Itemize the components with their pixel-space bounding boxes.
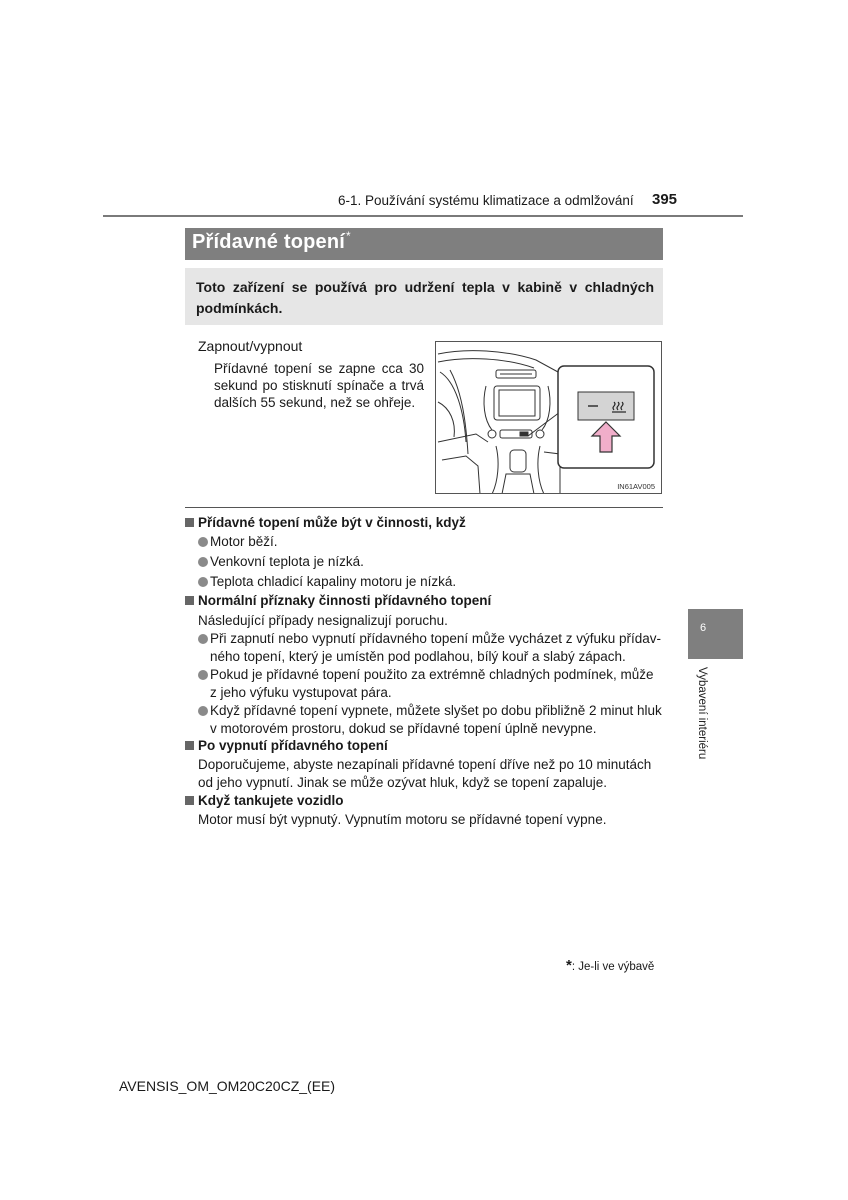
list-item xyxy=(198,702,664,738)
header-section-title: 6-1. Používání systému klimatizace a odmlžování xyxy=(338,193,634,208)
section-intro: Následující případy nesignalizují poruchu. xyxy=(198,613,448,628)
chapter-number: 6 xyxy=(700,622,707,634)
square-bullet-icon xyxy=(185,741,194,750)
chapter-label: Vybavení interiéru xyxy=(696,667,708,760)
title-bar xyxy=(185,228,663,260)
list-item-text: Venkovní teplota je nízká. xyxy=(210,554,364,569)
circle-bullet-icon xyxy=(198,634,208,644)
on-off-heading: Zapnout/vypnout xyxy=(198,338,303,354)
list-item-text: Když přídavné topení vypnete, můžete slyšet po dobu přibližně 2 minut hluk v motorovém prostoru, dokud se přídavné topení úplně nevypne. xyxy=(210,703,662,736)
list-item xyxy=(198,666,664,702)
page-number: 395 xyxy=(652,191,678,208)
list-item-text: Pokud je přídavné topení použito za extrémně chladných podmínek, může z jeho výfuku vystupovat pára. xyxy=(210,667,654,700)
page-title xyxy=(192,231,351,254)
chapter-tab xyxy=(688,609,743,659)
section-body: Doporučujeme, abyste nezapínali přídavné topení dříve než po 10 minutách od jeho vypnutí. Jinak se může ozývat hluk, když se topení zapaluje. xyxy=(198,757,652,790)
dashboard-drawing xyxy=(436,342,662,494)
circle-bullet-icon xyxy=(198,577,208,587)
document-code: AVENSIS_OM_OM20C20CZ_(EE) xyxy=(119,1078,336,1094)
list-item xyxy=(198,553,664,571)
section-divider xyxy=(185,507,663,508)
circle-bullet-icon xyxy=(198,537,208,547)
section-heading-refuel xyxy=(185,793,344,808)
list-item-text: Motor běží. xyxy=(210,534,278,549)
dashboard-illustration xyxy=(435,341,662,494)
footnote xyxy=(566,957,654,974)
list-item xyxy=(198,630,664,666)
section-title: Normální příznaky činnosti přídavného topení xyxy=(198,593,492,608)
list-item-text: Při zapnutí nebo vypnutí přídavného topení může vycházet z výfuku přídav-ného topení, který je umístěn pod podlahou, bílý kouř a slabý zápach. xyxy=(210,631,662,664)
section-heading-active xyxy=(185,515,466,530)
circle-bullet-icon xyxy=(198,706,208,716)
page-title-text: Přídavné topení xyxy=(192,231,346,253)
header-divider xyxy=(103,215,743,217)
square-bullet-icon xyxy=(185,518,194,527)
list-item xyxy=(198,573,664,591)
section-title: Přídavné topení může být v činnosti, když xyxy=(198,515,466,530)
on-off-description: Přídavné topení se zapne cca 30 sekund po stisknutí spínače a trvá dalších 55 sekund, než se ohřeje. xyxy=(214,361,424,410)
section-title: Po vypnutí přídavného topení xyxy=(198,738,388,753)
list-item-text: Teplota chladicí kapaliny motoru je nízká. xyxy=(210,574,457,589)
circle-bullet-icon xyxy=(198,557,208,567)
intro-box xyxy=(185,268,663,325)
footnote-text: : Je-li ve výbavě xyxy=(571,961,655,973)
list-item xyxy=(198,533,664,551)
circle-bullet-icon xyxy=(198,670,208,680)
intro-text: Toto zařízení se používá pro udržení tepla v kabině v chladných podmínkách. xyxy=(196,279,654,316)
section-heading-after-off xyxy=(185,738,388,753)
title-footnote-marker: * xyxy=(346,229,351,243)
section-title: Když tankujete vozidlo xyxy=(198,793,344,808)
square-bullet-icon xyxy=(185,796,194,805)
figure-code: IN61AV005 xyxy=(617,482,655,491)
square-bullet-icon xyxy=(185,596,194,605)
section-heading-normal xyxy=(185,593,491,608)
footnote-marker: * xyxy=(566,957,572,974)
section-body: Motor musí být vypnutý. Vypnutím motoru se přídavné topení vypne. xyxy=(198,812,607,827)
